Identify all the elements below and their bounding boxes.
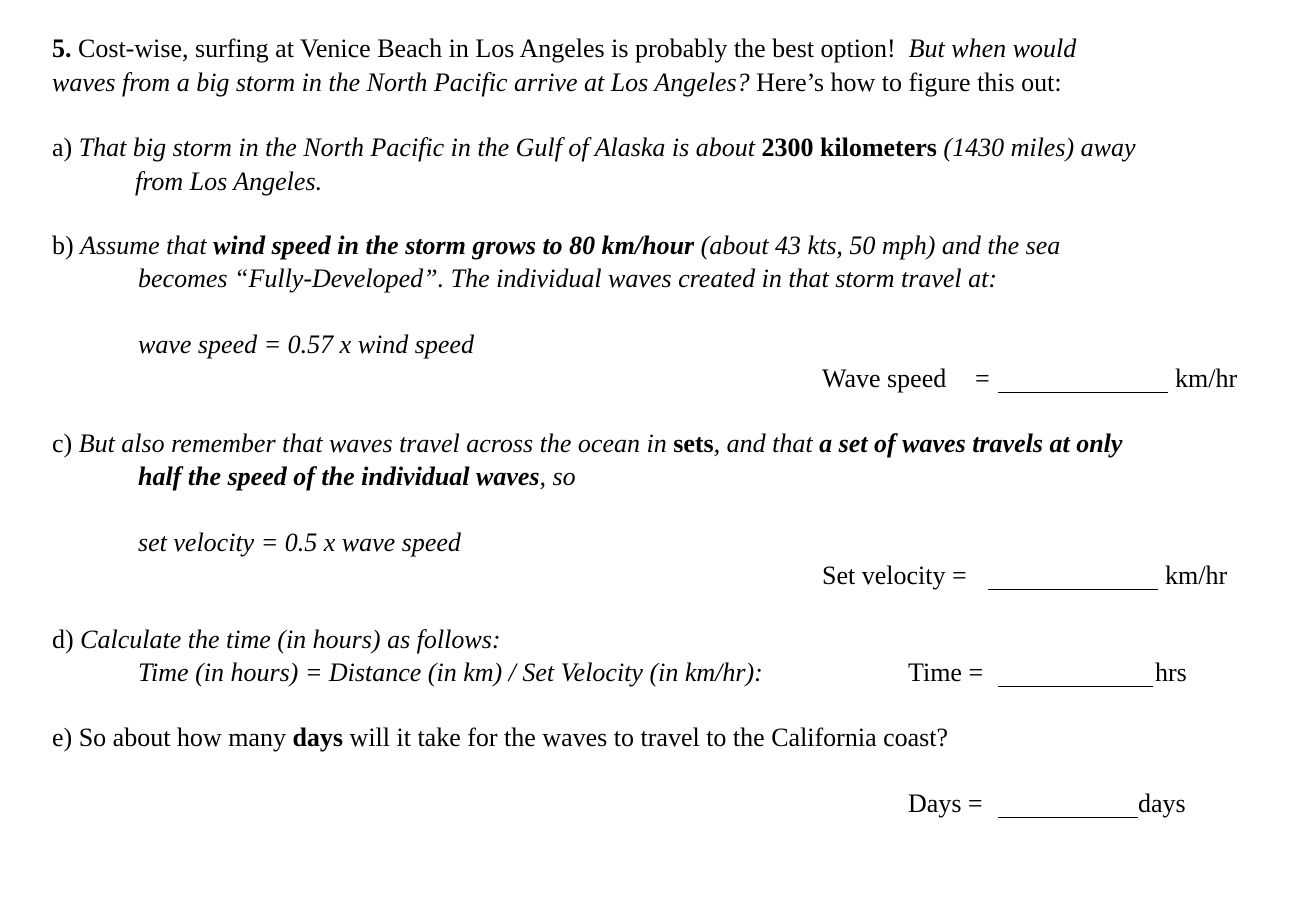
part-b-line-2: becomes “Fully-Developed”. The individual waves created in that storm travel at:: [138, 264, 998, 293]
days-term: days: [292, 723, 344, 752]
days-answer-blank[interactable]: [998, 817, 1138, 818]
part-a-text-end: (1430 miles) away: [936, 133, 1136, 162]
part-b-line-1: [52, 231, 1060, 261]
part-d-line-1: [52, 625, 500, 655]
intro-question-start: But when would: [908, 34, 1077, 63]
intro-text: Cost-wise, surfing at Venice Beach in Los Angeles is probably the best option!: [71, 34, 909, 63]
wave-speed-equals: =: [975, 364, 990, 393]
time-formula: Time (in hours) = Distance (in km) / Set Velocity (in km/hr):: [138, 658, 763, 687]
part-b-text-end: (about 43 kts, 50 mph) and the sea: [694, 231, 1061, 260]
part-c-line-2: [138, 462, 576, 492]
time-answer-blank[interactable]: [998, 686, 1153, 687]
intro-instruction: Here’s how to figure this out:: [749, 68, 1062, 97]
part-b-text: Assume that: [80, 231, 214, 260]
set-velocity-formula: set velocity = 0.5 x wave speed: [138, 528, 461, 557]
set-speed-rule: a set of waves travels at only: [819, 429, 1123, 458]
part-c-label: c): [52, 429, 79, 458]
time-label: Time =: [908, 658, 984, 687]
wind-speed-value: wind speed in the storm grows to 80 km/hour: [213, 231, 695, 260]
set-speed-rule-end: half the speed of the individual waves: [138, 462, 540, 491]
part-c-text-end: , so: [539, 462, 576, 491]
wave-speed-formula: wave speed = 0.57 x wind speed: [138, 330, 474, 359]
part-a-text: That big storm in the North Pacific in the Gulf of Alaska is about: [78, 133, 762, 162]
intro-question-end: waves from a big storm in the North Pacific arrive at Los Angeles?: [52, 68, 750, 97]
part-c-text-mid: , and that: [713, 429, 820, 458]
part-e-text: e) So about how many: [52, 723, 293, 752]
question-5-line-2: [52, 68, 1062, 98]
part-e-line-1: [52, 723, 948, 753]
wave-speed-unit: km/hr: [1175, 364, 1238, 393]
distance-value: 2300 kilometers: [761, 133, 937, 162]
set-velocity-answer-blank[interactable]: [988, 589, 1158, 590]
question-number: 5.: [52, 34, 72, 63]
question-5-line-1: [52, 34, 1076, 64]
part-c-line-1: [52, 429, 1122, 459]
wave-speed-answer-blank[interactable]: [998, 392, 1168, 393]
time-unit: hrs: [1155, 658, 1187, 687]
part-e-text-end: will it take for the waves to travel to the California coast?: [343, 723, 949, 752]
set-velocity-unit: km/hr: [1165, 561, 1228, 590]
part-d-label: d): [52, 625, 81, 654]
days-label: Days =: [908, 789, 983, 818]
part-d-text: Calculate the time (in hours) as follows:: [80, 625, 501, 654]
wave-speed-label: Wave speed: [822, 364, 947, 393]
part-a-label: a): [52, 133, 79, 162]
part-c-text: But also remember that waves travel across the ocean in: [78, 429, 674, 458]
part-a-line-2: from Los Angeles.: [135, 167, 323, 196]
sets-term: sets: [673, 429, 714, 458]
set-velocity-label: Set velocity =: [822, 561, 967, 590]
part-a-line-1: [52, 133, 1136, 163]
days-unit: days: [1138, 789, 1186, 818]
part-b-label: b): [52, 231, 81, 260]
